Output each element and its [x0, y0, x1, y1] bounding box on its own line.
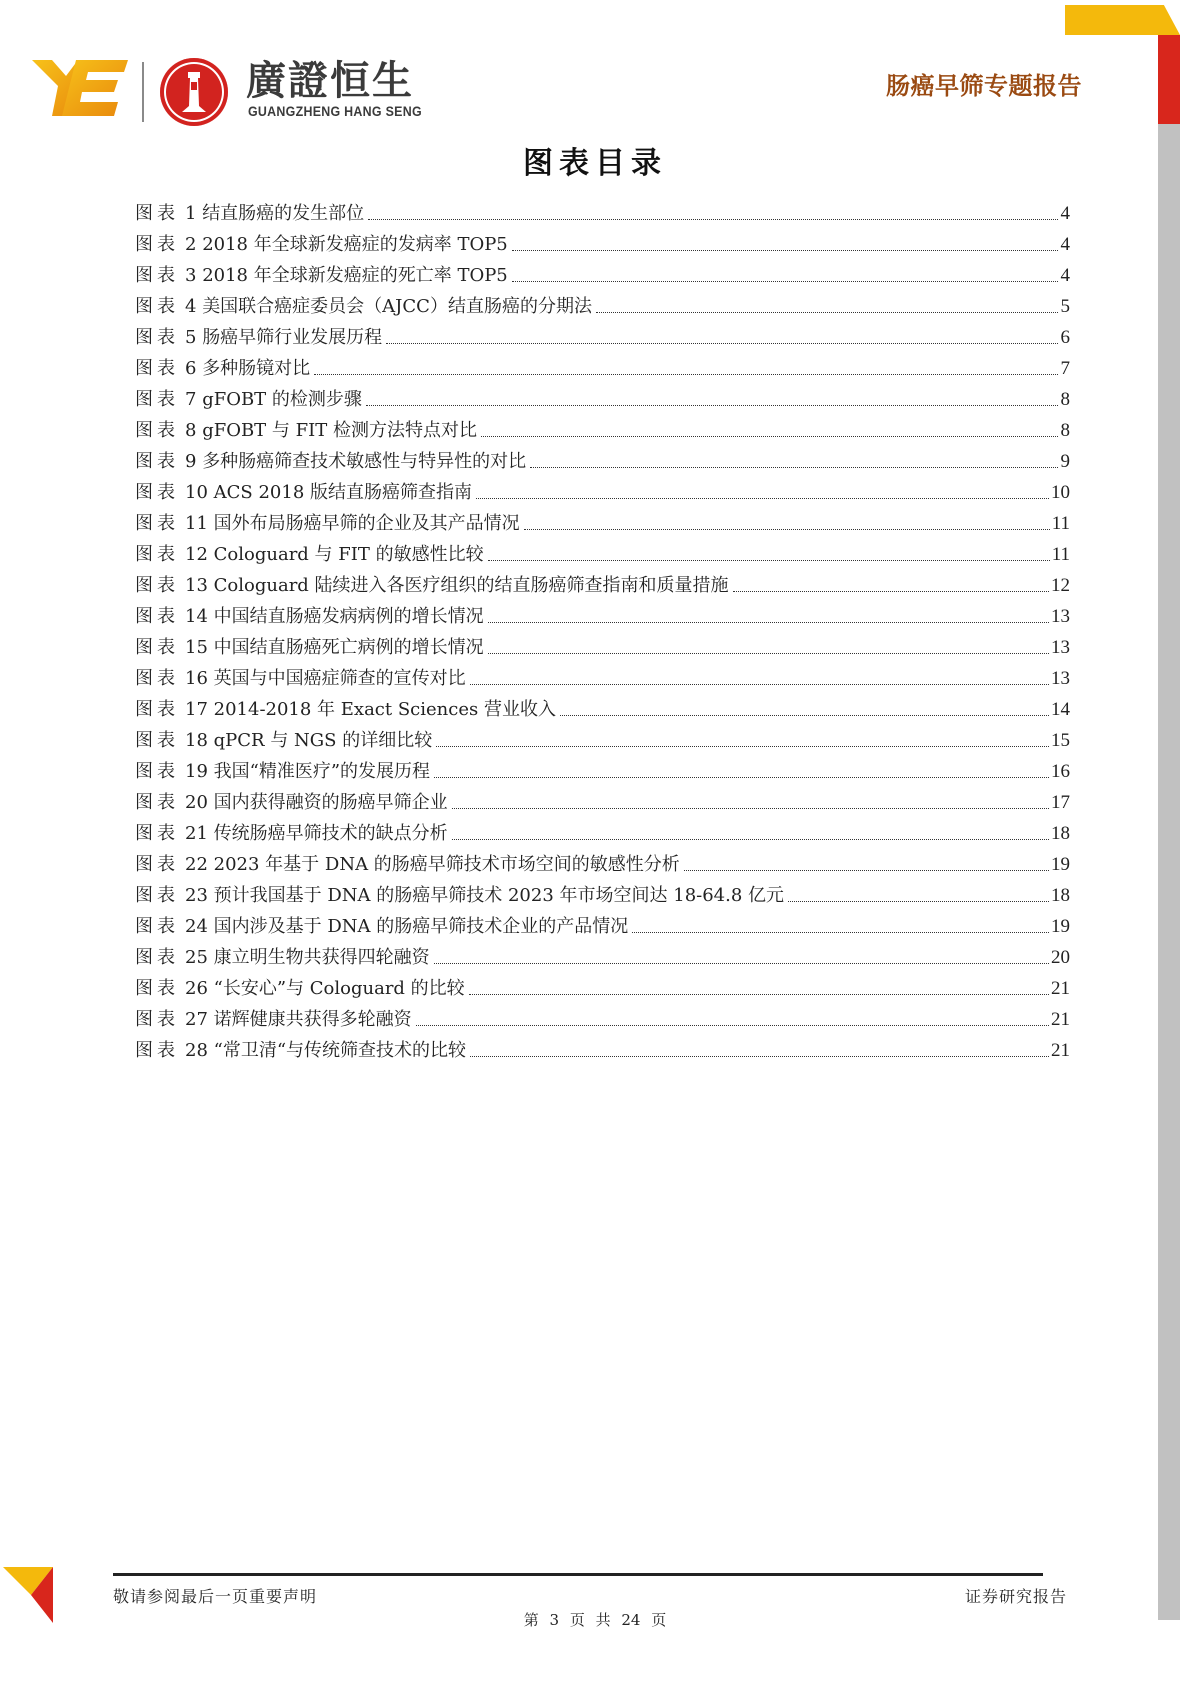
toc-entry-title: 传统肠癌早筛技术的缺点分析 [213, 823, 448, 844]
dot-leader [512, 280, 1058, 282]
toc-entry-title: 英国与中国癌症筛查的宣传对比 [213, 668, 466, 689]
dot-leader [512, 249, 1058, 251]
toc-entry-title: 2014-2018 年 Exact Sciences 营业收入 [213, 699, 556, 720]
toc-entry-page[interactable]: 18 [1051, 885, 1070, 906]
toc-entry-page[interactable]: 7 [1060, 358, 1070, 379]
toc-entry[interactable] [135, 909, 1070, 940]
toc-entry-prefix: 图表 [135, 575, 179, 596]
toc-entry-title: 中国结直肠癌死亡病例的增长情况 [213, 637, 484, 658]
toc-entry-page[interactable]: 21 [1051, 1040, 1070, 1061]
toc-entry-title: 多种肠镜对比 [202, 358, 311, 379]
toc-entry[interactable] [135, 1033, 1070, 1064]
toc-entry-label [135, 480, 472, 506]
toc-entry-prefix: 图表 [135, 823, 179, 844]
logo-divider [142, 62, 144, 122]
dot-leader [524, 528, 1050, 530]
toc-entry-page[interactable]: 5 [1060, 296, 1070, 317]
toc-entry[interactable] [135, 258, 1070, 289]
toc-entry-prefix: 图表 [135, 730, 179, 751]
toc-entry-page[interactable]: 21 [1051, 1009, 1070, 1030]
toc-entry[interactable] [135, 940, 1070, 971]
toc-entry-number: 8 [185, 420, 197, 441]
dot-leader [632, 931, 1049, 933]
toc-entry-page[interactable]: 9 [1060, 451, 1070, 472]
toc-entry-title: 预计我国基于 DNA 的肠癌早筛技术 2023 年市场空间达 18-64.8 亿元 [213, 885, 785, 906]
toc-entry-page[interactable]: 15 [1051, 730, 1070, 751]
toc-entry-prefix: 图表 [135, 451, 179, 472]
toc-entry-title: ACS 2018 版结直肠癌筛查指南 [213, 482, 472, 503]
toc-entry-title: 国内获得融资的肠癌早筛企业 [213, 792, 448, 813]
toc-entry[interactable] [135, 754, 1070, 785]
dot-leader [733, 590, 1049, 592]
toc-entry[interactable] [135, 661, 1070, 692]
dot-leader [469, 993, 1049, 995]
toc-entry-page[interactable]: 4 [1060, 203, 1070, 224]
toc-entry-prefix: 图表 [135, 482, 179, 503]
toc-entry-label [135, 821, 448, 847]
dot-leader [416, 1024, 1049, 1026]
toc-entry-label [135, 263, 508, 289]
toc-entry-prefix: 图表 [135, 761, 179, 782]
toc-entry-number: 27 [185, 1009, 208, 1030]
toc-entry-number: 10 [185, 482, 208, 503]
toc-entry[interactable] [135, 723, 1070, 754]
toc-entry-title: 我国“精准医疗”的发展历程 [213, 761, 431, 782]
dot-leader [476, 497, 1049, 499]
toc-entry[interactable] [135, 227, 1070, 258]
toc-entry-label [135, 511, 520, 537]
toc-entry-number: 12 [185, 544, 208, 565]
toc-entry-number: 9 [185, 451, 197, 472]
toc-entry-label [135, 759, 430, 785]
toc-entry-page[interactable]: 18 [1051, 823, 1070, 844]
toc-entry-number: 14 [185, 606, 208, 627]
toc-entry-label [135, 635, 484, 661]
toc-entry-label [135, 387, 362, 413]
toc-entry-number: 7 [185, 389, 197, 410]
toc-entry-number: 15 [185, 637, 208, 658]
dot-leader [481, 435, 1058, 437]
toc-entry-number: 1 [185, 203, 197, 224]
toc-entry-label [135, 604, 484, 630]
toc-entry-page[interactable]: 6 [1060, 327, 1070, 348]
toc-entry-title: 国内涉及基于 DNA 的肠癌早筛技术企业的产品情况 [213, 916, 629, 937]
toc-entry-prefix: 图表 [135, 1009, 179, 1030]
toc-entry[interactable] [135, 599, 1070, 630]
toc-entry-page[interactable]: 13 [1051, 606, 1070, 627]
toc-entry-number: 26 [185, 978, 208, 999]
toc-entry[interactable] [135, 506, 1070, 537]
toc-entry-label [135, 573, 729, 599]
toc-entry-page[interactable]: 8 [1060, 389, 1070, 410]
toc-entry[interactable] [135, 878, 1070, 909]
toc-entry-label [135, 883, 784, 909]
toc-entry-label [135, 1038, 466, 1064]
toc-entry-number: 18 [185, 730, 208, 751]
toc-entry-title: 美国联合癌症委员会（AJCC）结直肠癌的分期法 [202, 296, 592, 317]
toc-entry-number: 25 [185, 947, 208, 968]
toc-entry-prefix: 图表 [135, 699, 179, 720]
toc-entry-prefix: 图表 [135, 265, 179, 286]
toc-entry-page[interactable]: 21 [1051, 978, 1070, 999]
ye-logo-icon [32, 60, 128, 116]
toc-entry-title: gFOBT 与 FIT 检测方法特点对比 [202, 420, 477, 441]
figure-toc-list [135, 196, 1070, 1064]
brand-name-cn: 廣證恒生 [246, 58, 414, 104]
brand-name-en: GUANGZHENG HANG SENG [248, 104, 422, 119]
dot-leader [386, 342, 1058, 344]
dot-leader [488, 621, 1049, 623]
toc-entry-page[interactable]: 17 [1051, 792, 1070, 813]
toc-entry-page[interactable]: 19 [1051, 916, 1070, 937]
dot-leader [470, 1055, 1049, 1057]
toc-entry-page[interactable]: 4 [1060, 234, 1070, 255]
toc-entry-page[interactable]: 16 [1051, 761, 1070, 782]
toc-entry-title: gFOBT 的检测步骤 [202, 389, 362, 410]
toc-entry-page[interactable]: 4 [1060, 265, 1070, 286]
toc-entry-label [135, 914, 628, 940]
toc-entry-number: 16 [185, 668, 208, 689]
dot-leader [452, 838, 1049, 840]
toc-entry-prefix: 图表 [135, 978, 179, 999]
toc-entry-title: 2018 年全球新发癌症的死亡率 TOP5 [202, 265, 508, 286]
dot-leader [452, 807, 1049, 809]
toc-entry-label [135, 976, 465, 1002]
toc-entry-title: 肠癌早筛行业发展历程 [202, 327, 383, 348]
footer-doc-type: 证券研究报告 [965, 1587, 1068, 1606]
toc-entry[interactable] [135, 196, 1070, 227]
toc-entry-prefix: 图表 [135, 203, 179, 224]
toc-entry-title: Cologuard 陆续进入各医疗组织的结直肠癌筛查指南和质量措施 [213, 575, 729, 596]
dot-leader [596, 311, 1058, 313]
toc-entry-page[interactable]: 11 [1051, 544, 1070, 565]
toc-entry-prefix: 图表 [135, 1040, 179, 1061]
toc-entry-label [135, 697, 556, 723]
toc-entry-title: “常卫清“与传统筛查技术的比较 [213, 1040, 467, 1061]
toc-entry-number: 6 [185, 358, 197, 379]
toc-entry-label [135, 666, 466, 692]
toc-entry-prefix: 图表 [135, 916, 179, 937]
toc-entry-label [135, 945, 430, 971]
side-decoration-red [1158, 35, 1180, 124]
toc-entry-title: 国外布局肠癌早筛的企业及其产品情况 [213, 513, 520, 534]
toc-entry-label [135, 449, 526, 475]
toc-entry-prefix: 图表 [135, 544, 179, 565]
toc-entry[interactable] [135, 971, 1070, 1002]
toc-entry-page[interactable]: 14 [1051, 699, 1070, 720]
toc-entry-title: 诺辉健康共获得多轮融资 [213, 1009, 412, 1030]
toc-entry-number: 2 [185, 234, 197, 255]
toc-entry-number: 22 [185, 854, 208, 875]
toc-entry-label [135, 294, 592, 320]
side-decoration-grey [1158, 124, 1180, 1620]
dot-leader [788, 900, 1049, 902]
toc-entry-page[interactable]: 10 [1051, 482, 1070, 503]
toc-entry-number: 24 [185, 916, 208, 937]
toc-entry[interactable] [135, 444, 1070, 475]
toc-entry-prefix: 图表 [135, 885, 179, 906]
toc-entry[interactable] [135, 847, 1070, 878]
dot-leader [366, 404, 1058, 406]
toc-entry[interactable] [135, 785, 1070, 816]
toc-entry-number: 3 [185, 265, 197, 286]
toc-entry-label [135, 1007, 412, 1033]
dot-leader [684, 869, 1049, 871]
toc-entry-label [135, 852, 680, 878]
toc-entry[interactable] [135, 816, 1070, 847]
toc-entry-label [135, 356, 310, 382]
toc-entry-label [135, 790, 448, 816]
toc-entry-number: 19 [185, 761, 208, 782]
toc-entry-prefix: 图表 [135, 637, 179, 658]
dot-leader [560, 714, 1049, 716]
toc-entry-prefix: 图表 [135, 389, 179, 410]
toc-entry-page[interactable]: 20 [1051, 947, 1070, 968]
dot-leader [436, 745, 1049, 747]
toc-entry-number: 23 [185, 885, 208, 906]
toc-entry-prefix: 图表 [135, 358, 179, 379]
toc-entry[interactable] [135, 351, 1070, 382]
dot-leader [488, 652, 1049, 654]
toc-entry-page[interactable]: 11 [1051, 513, 1070, 534]
toc-entry-number: 21 [185, 823, 208, 844]
toc-entry-prefix: 图表 [135, 792, 179, 813]
toc-entry-page[interactable]: 13 [1051, 668, 1070, 689]
toc-entry-title: 结直肠癌的发生部位 [202, 203, 365, 224]
dot-leader [434, 776, 1049, 778]
toc-entry[interactable] [135, 320, 1070, 351]
toc-entry-label [135, 728, 432, 754]
toc-entry-number: 28 [185, 1040, 208, 1061]
dot-leader [434, 962, 1049, 964]
hang-seng-seal-icon [160, 58, 228, 126]
toc-entry-label [135, 542, 484, 568]
toc-entry[interactable] [135, 630, 1070, 661]
toc-entry-page[interactable]: 19 [1051, 854, 1070, 875]
toc-entry-prefix: 图表 [135, 420, 179, 441]
toc-entry[interactable] [135, 568, 1070, 599]
toc-entry-number: 17 [185, 699, 208, 720]
toc-entry-title: 2018 年全球新发癌症的发病率 TOP5 [202, 234, 508, 255]
toc-entry-number: 5 [185, 327, 197, 348]
toc-entry-page[interactable]: 8 [1060, 420, 1070, 441]
toc-entry-number: 13 [185, 575, 208, 596]
dot-leader [368, 218, 1058, 220]
toc-entry-title: 中国结直肠癌发病病例的增长情况 [213, 606, 484, 627]
toc-entry-title: 康立明生物共获得四轮融资 [213, 947, 430, 968]
toc-entry[interactable] [135, 1002, 1070, 1033]
toc-entry-label [135, 418, 477, 444]
toc-entry-prefix: 图表 [135, 854, 179, 875]
toc-entry-number: 11 [185, 513, 208, 534]
toc-entry-label [135, 325, 382, 351]
toc-entry[interactable] [135, 382, 1070, 413]
toc-entry-prefix: 图表 [135, 947, 179, 968]
toc-entry-number: 4 [185, 296, 197, 317]
toc-entry-page[interactable]: 13 [1051, 637, 1070, 658]
dot-leader [470, 683, 1049, 685]
toc-entry-prefix: 图表 [135, 668, 179, 689]
toc-entry-page[interactable]: 12 [1051, 575, 1070, 596]
corner-decoration-yellow [1065, 5, 1180, 35]
toc-entry[interactable] [135, 413, 1070, 444]
footer-disclaimer: 敬请参阅最后一页重要声明 [113, 1587, 318, 1606]
toc-entry-title: qPCR 与 NGS 的详细比较 [213, 730, 433, 751]
dot-leader [530, 466, 1058, 468]
toc-entry-label [135, 232, 508, 258]
toc-entry-prefix: 图表 [135, 513, 179, 534]
toc-entry[interactable] [135, 692, 1070, 723]
toc-entry[interactable] [135, 289, 1070, 320]
toc-entry-title: 2023 年基于 DNA 的肠癌早筛技术市场空间的敏感性分析 [213, 854, 680, 875]
toc-entry-title: 多种肠癌筛查技术敏感性与特异性的对比 [202, 451, 527, 472]
toc-entry-prefix: 图表 [135, 606, 179, 627]
page-title: 图表目录 [523, 146, 667, 181]
footer-page-number: 第 3 页 共 24 页 [523, 1611, 667, 1629]
toc-entry-title: “长安心”与 Cologuard 的比较 [213, 978, 465, 999]
report-topic: 肠癌早筛专题报告 [886, 72, 1082, 100]
toc-entry-title: Cologuard 与 FIT 的敏感性比较 [213, 544, 484, 565]
dot-leader [488, 559, 1050, 561]
toc-entry-prefix: 图表 [135, 296, 179, 317]
toc-entry[interactable] [135, 475, 1070, 506]
toc-entry-number: 20 [185, 792, 208, 813]
toc-entry-prefix: 图表 [135, 327, 179, 348]
toc-entry[interactable] [135, 537, 1070, 568]
footer-rule [113, 1573, 1043, 1576]
dot-leader [314, 373, 1058, 375]
toc-entry-label [135, 201, 364, 227]
toc-entry-prefix: 图表 [135, 234, 179, 255]
